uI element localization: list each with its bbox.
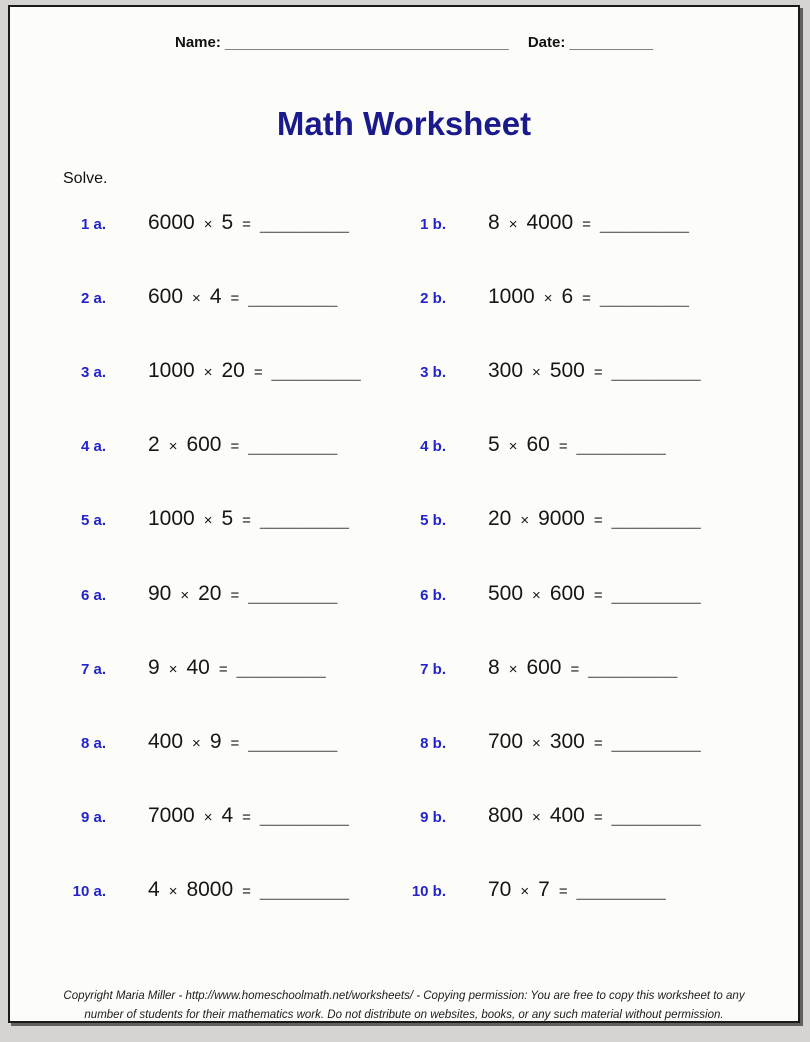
factor-1: 4 — [148, 878, 160, 901]
equals-symbol: = — [230, 587, 240, 604]
multiply-symbol: × — [203, 512, 213, 529]
problem-expression-a — [148, 504, 349, 536]
factor-2: 20 — [221, 359, 245, 382]
problem-label-a: 6 a. — [80, 587, 106, 604]
problem-expression-b — [488, 727, 701, 759]
multiply-symbol: × — [532, 587, 541, 604]
date-blank-line: __________ — [569, 34, 653, 51]
multiply-symbol: × — [203, 364, 213, 381]
factor-2: 60 — [526, 433, 550, 456]
answer-blank: ________ — [611, 805, 701, 827]
factor-1: 8 — [488, 211, 500, 234]
problem-label-b: 3 b. — [420, 364, 446, 381]
answer-blank: ________ — [259, 508, 349, 530]
problem-row — [10, 801, 798, 831]
equals-symbol: = — [218, 661, 228, 678]
problem-expression-a — [148, 653, 326, 685]
problem-expression-b — [488, 653, 677, 685]
equals-symbol: = — [230, 735, 240, 752]
problem-row — [10, 356, 798, 386]
problem-expression-a — [148, 801, 349, 833]
factor-1: 1000 — [148, 359, 195, 382]
factor-1: 800 — [488, 804, 524, 827]
factor-2: 9000 — [538, 507, 585, 530]
factor-2: 600 — [526, 656, 562, 679]
problem-label-a: 7 a. — [80, 661, 106, 678]
equals-symbol: = — [570, 661, 580, 678]
factor-1: 7000 — [148, 804, 195, 827]
multiply-symbol: × — [520, 512, 530, 529]
problem-row — [10, 504, 798, 534]
multiply-symbol: × — [520, 883, 530, 900]
equals-symbol: = — [558, 438, 568, 455]
factor-2: 600 — [549, 582, 585, 605]
multiply-symbol: × — [508, 438, 518, 455]
factor-1: 5 — [488, 433, 500, 456]
name-label: Name: — [175, 34, 221, 51]
problem-expression-b — [488, 875, 666, 907]
problem-expression-a — [148, 875, 349, 907]
problem-label-b: 7 b. — [420, 661, 446, 678]
problem-label-b: 10 b. — [411, 883, 446, 900]
multiply-symbol: × — [168, 661, 178, 678]
problem-row — [10, 430, 798, 460]
answer-blank: ________ — [248, 583, 338, 605]
factor-1: 300 — [488, 359, 524, 382]
problem-row — [10, 208, 798, 238]
answer-blank: ________ — [248, 286, 338, 308]
factor-2: 4 — [209, 285, 222, 308]
answer-blank: ________ — [576, 434, 666, 456]
name-blank-line: __________________________________ — [225, 34, 509, 51]
answer-blank: ________ — [271, 360, 361, 382]
answer-blank: ________ — [248, 434, 338, 456]
multiply-symbol: × — [532, 364, 541, 381]
factor-2: 500 — [549, 359, 585, 382]
equals-symbol: = — [593, 587, 603, 604]
multiply-symbol: × — [192, 735, 201, 752]
answer-blank: ________ — [236, 657, 326, 679]
page-title: Math Worksheet — [276, 105, 532, 142]
problem-row — [10, 653, 798, 683]
factor-2: 8000 — [186, 878, 234, 901]
answer-blank: ________ — [259, 212, 349, 234]
problem-row — [10, 875, 798, 905]
multiply-symbol: × — [203, 809, 213, 826]
answer-blank: ________ — [599, 286, 689, 308]
factor-2: 4000 — [526, 211, 574, 234]
header — [175, 34, 653, 52]
problem-expression-a — [148, 579, 337, 611]
factor-2: 6 — [561, 285, 574, 308]
problem-expression-a — [148, 208, 349, 240]
equals-symbol: = — [253, 364, 263, 381]
problem-label-a: 3 a. — [80, 364, 106, 381]
problem-expression-b — [488, 579, 701, 611]
equals-symbol: = — [582, 216, 591, 233]
problem-expression-a — [148, 356, 361, 388]
equals-symbol: = — [242, 883, 251, 900]
answer-blank: ________ — [259, 805, 349, 827]
problem-expression-a — [148, 282, 337, 314]
equals-symbol: = — [558, 883, 568, 900]
problem-expression-b — [488, 430, 666, 462]
problem-label-b: 5 b. — [420, 512, 446, 529]
factor-2: 600 — [186, 433, 222, 456]
equals-symbol: = — [593, 735, 603, 752]
equals-symbol: = — [230, 290, 240, 307]
factor-1: 700 — [488, 730, 524, 753]
problem-expression-a — [148, 430, 337, 462]
problem-label-b: 8 b. — [420, 735, 446, 752]
factor-1: 1000 — [488, 285, 535, 308]
multiply-symbol: × — [543, 290, 553, 307]
problem-row — [10, 579, 798, 609]
problem-label-a: 9 a. — [80, 809, 106, 826]
multiply-symbol: × — [508, 661, 518, 678]
multiply-symbol: × — [532, 735, 541, 752]
factor-1: 1000 — [148, 507, 195, 530]
problem-label-a: 1 a. — [80, 216, 106, 233]
answer-blank: ________ — [588, 657, 678, 679]
equals-symbol: = — [242, 809, 251, 826]
multiply-symbol: × — [508, 216, 518, 233]
footer — [10, 987, 798, 1025]
factor-1: 90 — [148, 582, 172, 605]
problem-expression-b — [488, 282, 689, 314]
factor-1: 2 — [148, 433, 160, 456]
factor-2: 300 — [549, 730, 585, 753]
factor-2: 40 — [186, 656, 210, 679]
multiply-symbol: × — [168, 883, 178, 900]
worksheet-page — [8, 5, 800, 1023]
equals-symbol: = — [582, 290, 591, 307]
problem-label-a: 8 a. — [80, 735, 106, 752]
problem-expression-b — [488, 801, 701, 833]
factor-2: 5 — [221, 507, 234, 530]
problem-row — [10, 727, 798, 757]
instruction-text: Solve. — [63, 170, 108, 187]
problem-expression-b — [488, 356, 701, 388]
problem-row — [10, 282, 798, 312]
problem-label-b: 6 b. — [420, 587, 446, 604]
multiply-symbol: × — [180, 587, 190, 604]
equals-symbol: = — [230, 438, 240, 455]
equals-symbol: = — [593, 809, 603, 826]
problem-label-b: 4 b. — [420, 438, 446, 455]
multiply-symbol: × — [203, 216, 213, 233]
problem-label-a: 4 a. — [80, 438, 106, 455]
problem-expression-b — [488, 208, 689, 240]
multiply-symbol: × — [168, 438, 178, 455]
equals-symbol: = — [593, 512, 603, 529]
factor-2: 7 — [538, 878, 550, 901]
problem-label-a: 2 a. — [80, 290, 106, 307]
answer-blank: ________ — [611, 731, 701, 753]
factor-1: 600 — [148, 285, 184, 308]
factor-1: 500 — [488, 582, 524, 605]
footer-line-2: number of students for their mathematics work. Do not distribute on websites, books, or any such material without permission. — [84, 1009, 724, 1021]
factor-1: 9 — [148, 656, 160, 679]
equals-symbol: = — [242, 216, 251, 233]
answer-blank: ________ — [611, 583, 701, 605]
equals-symbol: = — [593, 364, 603, 381]
factor-1: 8 — [488, 656, 500, 679]
problem-expression-a — [148, 727, 337, 759]
answer-blank: ________ — [611, 360, 701, 382]
problem-label-b: 9 b. — [420, 809, 446, 826]
problem-label-b: 1 b. — [420, 216, 446, 233]
problem-label-a: 10 a. — [72, 883, 106, 900]
factor-2: 5 — [221, 211, 234, 234]
answer-blank: ________ — [248, 731, 338, 753]
answer-blank: ________ — [611, 508, 701, 530]
factor-2: 9 — [209, 730, 222, 753]
factor-1: 70 — [488, 878, 512, 901]
problem-label-b: 2 b. — [420, 290, 446, 307]
answer-blank: ________ — [259, 879, 349, 901]
factor-2: 4 — [221, 804, 234, 827]
multiply-symbol: × — [192, 290, 201, 307]
footer-line-1: Copyright Maria Miller - http://www.homeschoolmath.net/worksheets/ - Copying permission: You are free to copy this worksheet to any — [63, 990, 745, 1002]
factor-2: 20 — [198, 582, 222, 605]
multiply-symbol: × — [532, 809, 541, 826]
problem-label-a: 5 a. — [80, 512, 106, 529]
equals-symbol: = — [242, 512, 251, 529]
date-label: Date: — [527, 34, 566, 51]
answer-blank: ________ — [576, 879, 666, 901]
factor-2: 400 — [549, 804, 585, 827]
problem-expression-b — [488, 504, 701, 536]
factor-1: 400 — [148, 730, 184, 753]
answer-blank: ________ — [599, 212, 689, 234]
factor-1: 6000 — [148, 211, 195, 234]
factor-1: 20 — [488, 507, 512, 530]
